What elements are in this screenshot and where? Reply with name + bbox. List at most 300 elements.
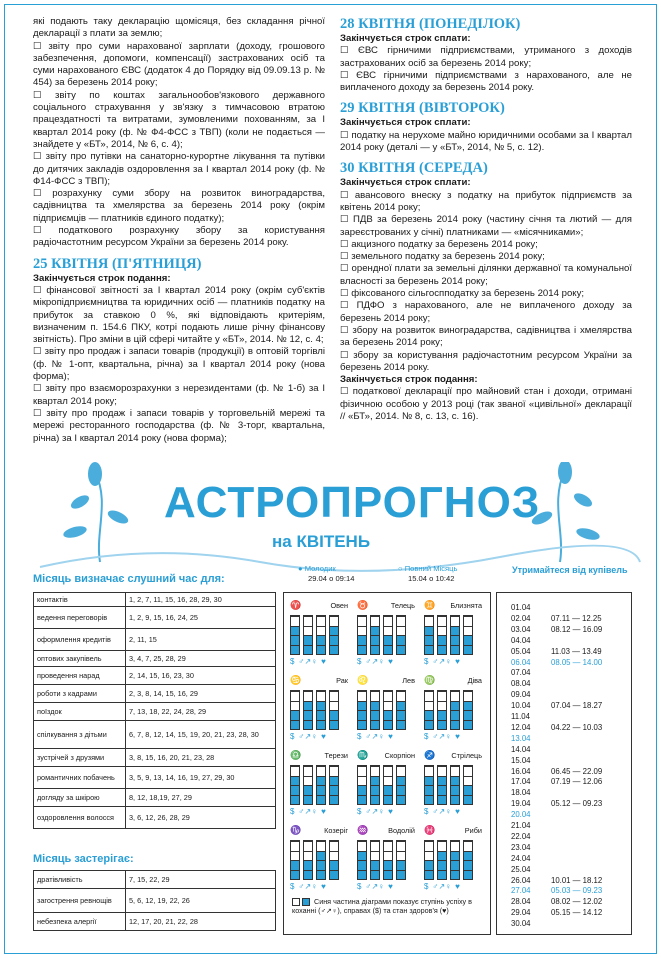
category-icon: ♥ xyxy=(321,731,326,741)
level-segment xyxy=(425,776,433,786)
bets-date: 07.04 xyxy=(511,668,531,678)
list-item: ☐ авансового внеску з податку на прибуток підприємств за квітень 2014 року; xyxy=(340,189,632,213)
level-segment xyxy=(291,645,299,655)
level-segment xyxy=(384,860,392,870)
full-moon xyxy=(398,564,457,583)
table-row xyxy=(34,629,276,651)
bets-row xyxy=(511,799,631,808)
bets-date: 25.04 xyxy=(511,864,531,874)
level-bar xyxy=(316,840,326,880)
activity-days: 2, 3, 8, 14, 15, 16, 29 xyxy=(126,685,276,703)
bets-row xyxy=(511,897,631,906)
level-segment xyxy=(317,710,325,720)
level-segment xyxy=(317,626,325,636)
bets-list xyxy=(496,592,632,935)
list-item: ☐ звіту про продаж і запаси товарів у торговельній мережі та мережі ресторанного господарства (ф. № 3-торг, квартальна, річна) за I квартал 2014 року (нова форма); xyxy=(33,407,325,444)
bets-date: 29.04 xyxy=(511,908,531,918)
level-segment xyxy=(438,645,446,655)
bets-time: 08.12 — 16.09 xyxy=(551,624,603,634)
level-bar xyxy=(396,765,406,805)
category-icon: ♂↗♀ xyxy=(365,881,385,891)
level-segment xyxy=(464,710,472,720)
bets-date: 01.04 xyxy=(511,603,531,612)
level-segment xyxy=(317,645,325,655)
bets-time: 07.19 — 12.06 xyxy=(551,777,603,787)
level-segment xyxy=(384,710,392,720)
zodiac-sign-name: Терези xyxy=(324,750,348,760)
level-segment xyxy=(304,616,312,626)
level-segment xyxy=(384,720,392,730)
bets-date: 12.04 xyxy=(511,722,531,732)
list-item: які подають таку декларацію щомісяця, без складання річної декларації з плати за землю; xyxy=(33,16,325,40)
activity-name: роботи з кадрами xyxy=(34,685,126,703)
category-icon: ♂↗♀ xyxy=(298,806,318,816)
bets-date: 06.04 xyxy=(511,657,531,667)
level-segment xyxy=(371,720,379,730)
list-item: ☐ ЄВС гірничими підприємствами, утриманого з доходів застрахованих осіб за березень 2014 року; xyxy=(340,45,632,69)
right-column xyxy=(340,16,632,423)
bets-date: 17.04 xyxy=(511,777,531,787)
level-segment xyxy=(330,851,338,861)
full-moon-label: Повний Місяць xyxy=(404,564,458,573)
level-segment xyxy=(304,635,312,645)
bets-row xyxy=(511,603,631,612)
level-segment xyxy=(397,701,405,711)
level-bar xyxy=(450,765,460,805)
apr30-items2 xyxy=(340,386,632,423)
bets-date: 19.04 xyxy=(511,799,531,809)
subheading-apr30: Закінчується строк сплати: xyxy=(340,177,471,189)
level-segment xyxy=(464,795,472,805)
level-segment xyxy=(291,851,299,861)
level-segment xyxy=(397,785,405,795)
zodiac-sign-name: Лев xyxy=(402,675,415,685)
category-icon: ♥ xyxy=(455,881,460,891)
bets-row xyxy=(511,734,631,743)
level-segment xyxy=(397,766,405,776)
level-segment xyxy=(304,710,312,720)
level-segment xyxy=(397,795,405,805)
bets-date: 22.04 xyxy=(511,831,531,841)
zodiac-icons xyxy=(288,880,350,892)
activity-days: 1, 2, 9, 15, 16, 24, 25 xyxy=(126,607,276,629)
zodiac-cell xyxy=(288,674,350,746)
apr29-items xyxy=(340,130,632,155)
bets-date: 04.04 xyxy=(511,635,531,645)
bets-date: 18.04 xyxy=(511,788,531,798)
level-segment xyxy=(397,870,405,880)
level-segment xyxy=(317,870,325,880)
level-segment xyxy=(291,710,299,720)
level-segment xyxy=(451,795,459,805)
new-moon-date: 29.04 о 09:14 xyxy=(308,573,355,583)
bets-row xyxy=(511,756,631,765)
level-segment xyxy=(317,785,325,795)
subheading-apr25: Закінчується строк подання: xyxy=(33,272,171,284)
level-segment xyxy=(358,785,366,795)
activity-days: 3, 8, 15, 16, 20, 21, 23, 28 xyxy=(126,749,276,767)
category-icon: ♥ xyxy=(388,806,393,816)
level-segment xyxy=(330,626,338,636)
bets-title: Утримайтеся від купівель xyxy=(512,565,628,575)
level-segment xyxy=(425,616,433,626)
bets-row xyxy=(511,723,631,732)
level-segment xyxy=(438,710,446,720)
level-segment xyxy=(464,776,472,786)
list-item: ☐ орендної плати за земельні ділянки державної та комунальної власності за березень 2014 року; xyxy=(340,263,632,287)
level-segment xyxy=(425,626,433,636)
category-icon: ♥ xyxy=(388,731,393,741)
level-segment xyxy=(451,785,459,795)
warn-table xyxy=(33,870,276,931)
level-bar xyxy=(437,615,447,655)
level-segment xyxy=(371,860,379,870)
level-segment xyxy=(464,701,472,711)
category-icon: $ xyxy=(424,806,429,816)
activity-name: оздоровлення волосся xyxy=(34,807,126,829)
table-row xyxy=(34,651,276,667)
activity-name: загострення ревнощів xyxy=(34,889,126,913)
bets-row xyxy=(511,886,631,895)
level-segment xyxy=(397,851,405,861)
level-segment xyxy=(397,841,405,851)
level-segment xyxy=(317,635,325,645)
activity-days: 12, 17, 20, 21, 22, 28 xyxy=(126,913,276,931)
list-item: ☐ акцизного податку за березень 2014 року; xyxy=(340,238,538,250)
activity-days: 3, 5, 9, 13, 14, 16, 19, 27, 29, 30 xyxy=(126,767,276,789)
bets-time: 05.03 — 09.23 xyxy=(551,886,603,896)
activity-days: 1, 2, 7, 11, 15, 16, 28, 29, 30 xyxy=(126,593,276,607)
level-segment xyxy=(317,720,325,730)
level-segment xyxy=(317,701,325,711)
list-item: ☐ розрахунку суми збору на розвиток виноградарства, садівництва та хмелярства за березень 2014 року (окрім підприємців — платників єдиного податку); xyxy=(33,188,325,224)
level-segment xyxy=(384,841,392,851)
bets-date: 09.04 xyxy=(511,690,531,700)
apr28-items xyxy=(340,45,632,94)
level-segment xyxy=(304,841,312,851)
level-segment xyxy=(358,645,366,655)
level-segment xyxy=(330,795,338,805)
level-segment xyxy=(371,626,379,636)
level-segment xyxy=(291,795,299,805)
level-segment xyxy=(451,626,459,636)
activity-name: догляду за шкірою xyxy=(34,789,126,807)
level-segment xyxy=(358,860,366,870)
level-segment xyxy=(358,776,366,786)
level-bar xyxy=(370,765,380,805)
list-item: ☐ звіту про продаж і запаси товарів (продукції) в оптовій торгівлі (ф. № 1-опт, квартальна, річна) за I квартал 2014 року (нова форма); xyxy=(33,346,325,383)
category-icon: ♂↗♀ xyxy=(298,731,318,741)
level-bar xyxy=(437,690,447,730)
level-segment xyxy=(330,841,338,851)
zodiac-icons xyxy=(288,730,350,742)
level-segment xyxy=(425,691,433,701)
level-segment xyxy=(384,645,392,655)
bets-date: 05.04 xyxy=(511,646,531,656)
category-icon: ♥ xyxy=(455,731,460,741)
level-segment xyxy=(371,616,379,626)
level-segment xyxy=(317,776,325,786)
level-bar xyxy=(329,765,339,805)
activity-days: 7, 15, 22, 29 xyxy=(126,871,276,889)
level-segment xyxy=(371,870,379,880)
level-segment xyxy=(330,720,338,730)
level-segment xyxy=(384,776,392,786)
bets-row xyxy=(511,647,631,656)
bets-row xyxy=(511,788,631,797)
level-segment xyxy=(330,701,338,711)
heading-apr30: 30 КВІТНЯ (СЕРЕДА) xyxy=(340,160,488,177)
level-segment xyxy=(464,851,472,861)
level-segment xyxy=(358,851,366,861)
bets-row xyxy=(511,679,631,688)
level-segment xyxy=(438,626,446,636)
level-bar xyxy=(316,690,326,730)
level-segment xyxy=(304,691,312,701)
bets-row xyxy=(511,614,631,623)
activity-name: оформлення кредитів xyxy=(34,629,126,651)
level-bar xyxy=(463,765,473,805)
level-segment xyxy=(371,701,379,711)
table-row xyxy=(34,703,276,721)
bets-time: 05.15 — 14.12 xyxy=(551,908,603,918)
list-item: ☐ ПДВ за березень 2014 року (частину січня та лютий — для зареєстрованих у січні) платниками — «місячниками»; xyxy=(340,214,632,238)
bets-date: 08.04 xyxy=(511,679,531,689)
zodiac-sign-icon: ♍ xyxy=(424,674,436,685)
level-segment xyxy=(317,795,325,805)
level-segment xyxy=(330,776,338,786)
level-segment xyxy=(304,851,312,861)
category-icon: ♥ xyxy=(388,881,393,891)
level-bar xyxy=(396,615,406,655)
level-bar xyxy=(383,690,393,730)
heading-apr25: 25 КВІТНЯ (П'ЯТНИЦЯ) xyxy=(33,255,202,272)
level-segment xyxy=(464,645,472,655)
level-bar xyxy=(450,690,460,730)
activity-days: 8, 12, 18,19, 27, 29 xyxy=(126,789,276,807)
level-segment xyxy=(464,626,472,636)
zodiac-sign-icon: ♋ xyxy=(290,674,302,685)
level-segment xyxy=(317,766,325,776)
level-segment xyxy=(371,851,379,861)
table-row xyxy=(34,721,276,749)
level-segment xyxy=(371,795,379,805)
subheading-apr28: Закінчується строк сплати: xyxy=(340,33,471,44)
zodiac-icons xyxy=(422,805,484,817)
bets-row xyxy=(511,821,631,830)
level-segment xyxy=(451,860,459,870)
level-segment xyxy=(330,635,338,645)
level-bar xyxy=(357,840,367,880)
level-segment xyxy=(451,720,459,730)
zodiac-sign-icon: ♊ xyxy=(424,599,436,610)
bets-row xyxy=(511,636,631,645)
level-bar xyxy=(316,615,326,655)
list-item: ☐ податкової декларації про майновий стан і доходи, отримані фізичною особою у 2013 році (так званої «цивільної» декларації // «БТ», 2014. № 8, с. 13, с. 16). xyxy=(340,386,632,423)
level-segment xyxy=(451,701,459,711)
activity-name: небезпека алергії xyxy=(34,913,126,931)
bets-time: 05.12 — 09.23 xyxy=(551,799,603,809)
bets-date: 02.04 xyxy=(511,613,531,623)
bets-time: 07.11 — 12.25 xyxy=(551,613,602,623)
bets-date: 11.04 xyxy=(511,712,530,721)
bets-row xyxy=(511,908,631,917)
apr30-items xyxy=(340,190,632,374)
bets-row xyxy=(511,767,631,776)
category-icon: ♥ xyxy=(321,806,326,816)
bets-time: 08.02 — 12.02 xyxy=(551,897,603,907)
activity-name: зустрічей з друзями xyxy=(34,749,126,767)
bets-row xyxy=(511,777,631,786)
list-item: ☐ податку на нерухоме майно юридичними особами за I квартал 2014 року (деталі — у «БТ», 2014, № 5, с. 12). xyxy=(340,129,632,154)
category-icon: $ xyxy=(290,731,295,741)
subheading-apr29: Закінчується строк сплати: xyxy=(340,117,471,129)
category-icon: ♂↗♀ xyxy=(432,806,452,816)
table-row xyxy=(34,767,276,789)
level-bar xyxy=(424,840,434,880)
level-segment xyxy=(358,795,366,805)
level-bar xyxy=(383,840,393,880)
level-segment xyxy=(438,795,446,805)
category-icon: $ xyxy=(290,656,295,666)
level-segment xyxy=(358,870,366,880)
category-icon: ♂↗♀ xyxy=(432,881,452,891)
level-segment xyxy=(451,645,459,655)
level-segment xyxy=(397,691,405,701)
table-row xyxy=(34,789,276,807)
zodiac-grid xyxy=(283,592,491,935)
level-segment xyxy=(291,616,299,626)
bets-date: 20.04 xyxy=(511,810,531,820)
level-segment xyxy=(304,776,312,786)
category-icon: $ xyxy=(357,656,362,666)
level-segment xyxy=(317,851,325,861)
bets-date: 15.04 xyxy=(511,755,531,765)
new-moon-icon: ● xyxy=(298,564,303,573)
zodiac-sign-icon: ♓ xyxy=(424,824,436,835)
bets-row xyxy=(511,810,631,819)
table-row xyxy=(34,607,276,629)
list-item: ☐ ЄВС гірничими підприємствами з нарахованого, але не виплаченого доходу за березень 2014 року. xyxy=(340,69,632,94)
level-bar xyxy=(303,765,313,805)
level-segment xyxy=(358,616,366,626)
level-segment xyxy=(330,691,338,701)
level-segment xyxy=(451,870,459,880)
level-segment xyxy=(371,710,379,720)
bets-row xyxy=(511,625,631,634)
level-segment xyxy=(317,860,325,870)
level-segment xyxy=(397,776,405,786)
level-segment xyxy=(291,691,299,701)
level-segment xyxy=(371,635,379,645)
bets-date: 10.04 xyxy=(511,701,531,711)
level-bar xyxy=(396,690,406,730)
level-segment xyxy=(317,691,325,701)
level-segment xyxy=(425,870,433,880)
level-segment xyxy=(291,870,299,880)
bets-row xyxy=(511,854,631,863)
bets-date: 28.04 xyxy=(511,897,531,907)
activity-days: 3, 6, 12, 26, 28, 29 xyxy=(126,807,276,829)
zodiac-sign-icon: ♐ xyxy=(424,749,436,760)
level-segment xyxy=(438,635,446,645)
zodiac-icons xyxy=(355,805,417,817)
table-row xyxy=(34,685,276,703)
bets-row xyxy=(511,745,631,754)
level-segment xyxy=(304,785,312,795)
level-segment xyxy=(371,766,379,776)
bets-date: 21.04 xyxy=(511,821,531,830)
bets-row xyxy=(511,712,631,721)
bets-row xyxy=(511,919,631,928)
warn-title: Місяць застерігає: xyxy=(33,853,134,865)
level-bar xyxy=(357,765,367,805)
zodiac-sign-icon: ♈ xyxy=(290,599,302,610)
level-segment xyxy=(451,710,459,720)
activity-name: проведення нарад xyxy=(34,667,126,685)
level-segment xyxy=(291,860,299,870)
level-bar xyxy=(316,765,326,805)
level-bar xyxy=(290,765,300,805)
level-segment xyxy=(425,710,433,720)
level-segment xyxy=(330,710,338,720)
level-segment xyxy=(425,766,433,776)
level-segment xyxy=(304,701,312,711)
zodiac-sign-icon: ♒ xyxy=(357,824,369,835)
zodiac-sign-name: Скорпіон xyxy=(384,750,415,760)
level-segment xyxy=(464,785,472,795)
activity-days: 2, 14, 15, 16, 23, 30 xyxy=(126,667,276,685)
category-icon: ♂↗♀ xyxy=(432,656,452,666)
list-item: ☐ податкового розрахунку збору за користування радіочастотним ресурсом України за березень 2014 року. xyxy=(33,225,325,249)
level-segment xyxy=(397,860,405,870)
level-segment xyxy=(291,776,299,786)
list-item: ☐ ПДФО з нарахованого, але не виплаченого доходу за березень 2014 року; xyxy=(340,300,632,324)
level-bar xyxy=(370,690,380,730)
category-icon: ♥ xyxy=(455,656,460,666)
level-segment xyxy=(371,645,379,655)
level-segment xyxy=(384,795,392,805)
table-row xyxy=(34,913,276,931)
left-intro xyxy=(33,16,325,250)
level-segment xyxy=(438,860,446,870)
table-row xyxy=(34,667,276,685)
level-segment xyxy=(384,626,392,636)
category-icon: ♂↗♀ xyxy=(365,731,385,741)
zodiac-sign-icon: ♉ xyxy=(357,599,369,610)
level-segment xyxy=(358,841,366,851)
bets-time: 08.05 — 14.00 xyxy=(551,657,603,667)
level-bar xyxy=(329,615,339,655)
bets-row xyxy=(511,876,631,885)
level-bar xyxy=(463,690,473,730)
category-icon: ♥ xyxy=(321,881,326,891)
zodiac-icons xyxy=(288,655,350,667)
category-icon: $ xyxy=(424,881,429,891)
level-segment xyxy=(425,841,433,851)
category-icon: $ xyxy=(290,881,295,891)
zodiac-icons xyxy=(355,880,417,892)
zodiac-sign-name: Близнята xyxy=(450,600,482,610)
activity-name: контактів xyxy=(34,593,126,607)
bets-row xyxy=(511,832,631,841)
full-moon-date: 15.04 о 10:42 xyxy=(408,573,455,583)
apr25-items xyxy=(33,285,325,445)
bets-date: 30.04 xyxy=(511,919,531,929)
zodiac-icons xyxy=(422,730,484,742)
level-bar xyxy=(329,840,339,880)
level-segment xyxy=(397,720,405,730)
